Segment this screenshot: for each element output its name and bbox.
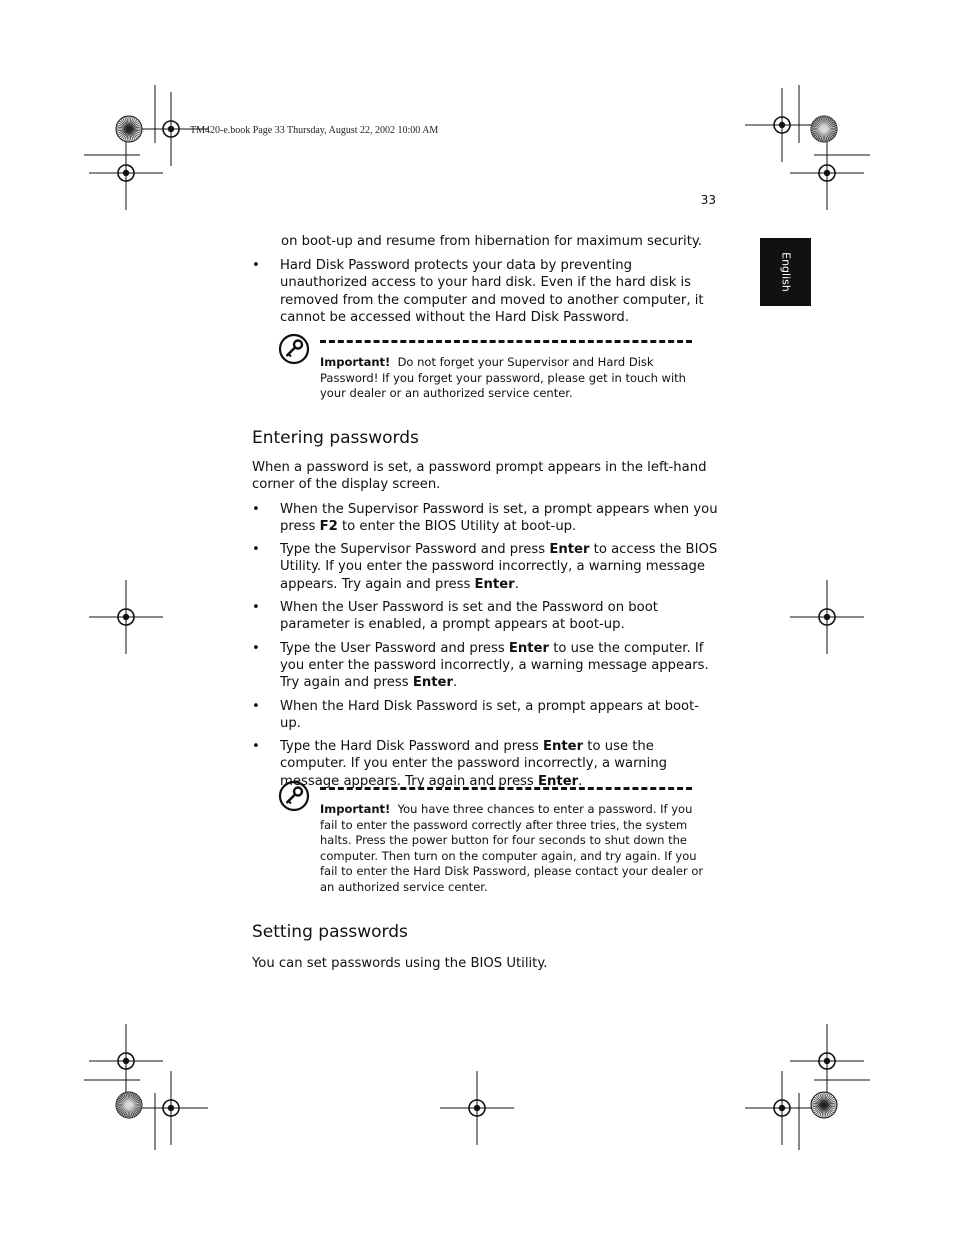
bullet-dot: •	[252, 698, 260, 714]
section-heading-entering: Entering passwords	[252, 428, 419, 448]
starburst-mark	[116, 116, 142, 142]
registration-target	[89, 136, 163, 210]
key-enter: Enter	[549, 542, 590, 558]
note-dotted-rule	[320, 787, 692, 790]
bullet-dot: •	[252, 640, 260, 656]
note-text: You have three chances to enter a password. If you fail to enter the password correctly after three tries, the system halts. Press the power button for four seconds to shut down the computer. Then turn on the computer again, and try again. If you fail to enter the Hard Disk Password, please contact your dealer or an authorized service center.	[320, 802, 704, 894]
registration-target	[790, 136, 864, 210]
starburst-mark	[811, 1092, 837, 1118]
bullet-dot: •	[252, 600, 260, 616]
bullet-hdd-type: • Type the Hard Disk Password and press Enter to use the computer. If you enter the password incorrectly, a warning message appears. Try again and press Enter.	[252, 739, 668, 789]
bullet-text: Hard Disk Password protects your data by preventing unauthorized access to your hard disk. Even if the hard disk is removed from the computer and moved to another computer, it cannot be accessed without the Hard Disk Password.	[280, 258, 704, 325]
note-text: Do not forget your Supervisor and Hard Disk Password! If you forget your password, please get in touch with your dealer or an authorized service center.	[320, 355, 686, 401]
bullet-dot: •	[252, 739, 260, 755]
starburst-mark	[116, 1092, 142, 1118]
language-side-tab	[760, 238, 811, 306]
key-icon	[278, 333, 310, 365]
key-enter: Enter	[538, 773, 579, 789]
bullet-supervisor-prompt: • When the Supervisor Password is set, a prompt appears when you press F2 to enter the BIOS Utility at boot-up.	[252, 501, 718, 534]
side-tab-label: English	[779, 252, 792, 292]
setting-text: You can set passwords using the BIOS Utility.	[252, 956, 548, 971]
registration-target	[745, 1071, 819, 1145]
bullet-dot: •	[252, 501, 260, 517]
starburst-mark	[811, 116, 837, 142]
registration-target	[790, 580, 864, 654]
note-label: Important!	[320, 355, 391, 369]
key-enter: Enter	[474, 576, 515, 592]
key-icon	[278, 780, 310, 812]
registration-target	[440, 1071, 514, 1145]
section-heading-setting: Setting passwords	[252, 922, 408, 942]
entering-intro: When a password is set, a password prompt appears in the left-hand corner of the display screen.	[252, 460, 707, 493]
note-label: Important!	[320, 802, 391, 816]
bullet-dot: •	[252, 542, 260, 558]
registration-target	[745, 88, 819, 162]
registration-target	[790, 1024, 864, 1098]
registration-target	[134, 1071, 208, 1145]
page-number: 33	[700, 193, 716, 207]
bullet-user-type: • Type the User Password and press Enter to use the computer. If you enter the password incorrectly, a warning message appears. Try again and press Enter.	[252, 640, 709, 691]
key-f2: F2	[319, 518, 338, 534]
bullet-hard-disk-password	[252, 257, 718, 326]
note-dotted-rule	[320, 340, 692, 343]
bullet-dot: •	[252, 258, 260, 273]
bullet-user-prompt: • When the User Password is set and the Password on boot parameter is enabled, a prompt appears at boot-up.	[252, 600, 658, 633]
book-slug-line: TM420-e.book Page 33 Thursday, August 22, 2002 10:00 AM	[190, 125, 439, 136]
continuation-text: on boot-up and resume from hibernation for maximum security.	[281, 234, 702, 249]
entering-section-body	[252, 459, 718, 790]
bullet-hdd-prompt: • When the Hard Disk Password is set, a prompt appears at boot-up.	[252, 698, 700, 731]
registration-target	[89, 580, 163, 654]
registration-target	[89, 1024, 163, 1098]
key-enter: Enter	[508, 640, 550, 656]
key-enter: Enter	[412, 675, 453, 691]
bullet-supervisor-type: • Type the Supervisor Password and press Enter to access the BIOS Utility. If you enter the password incorrectly, a warning message appears. Try again and press Enter.	[252, 542, 718, 592]
key-enter: Enter	[542, 739, 584, 755]
